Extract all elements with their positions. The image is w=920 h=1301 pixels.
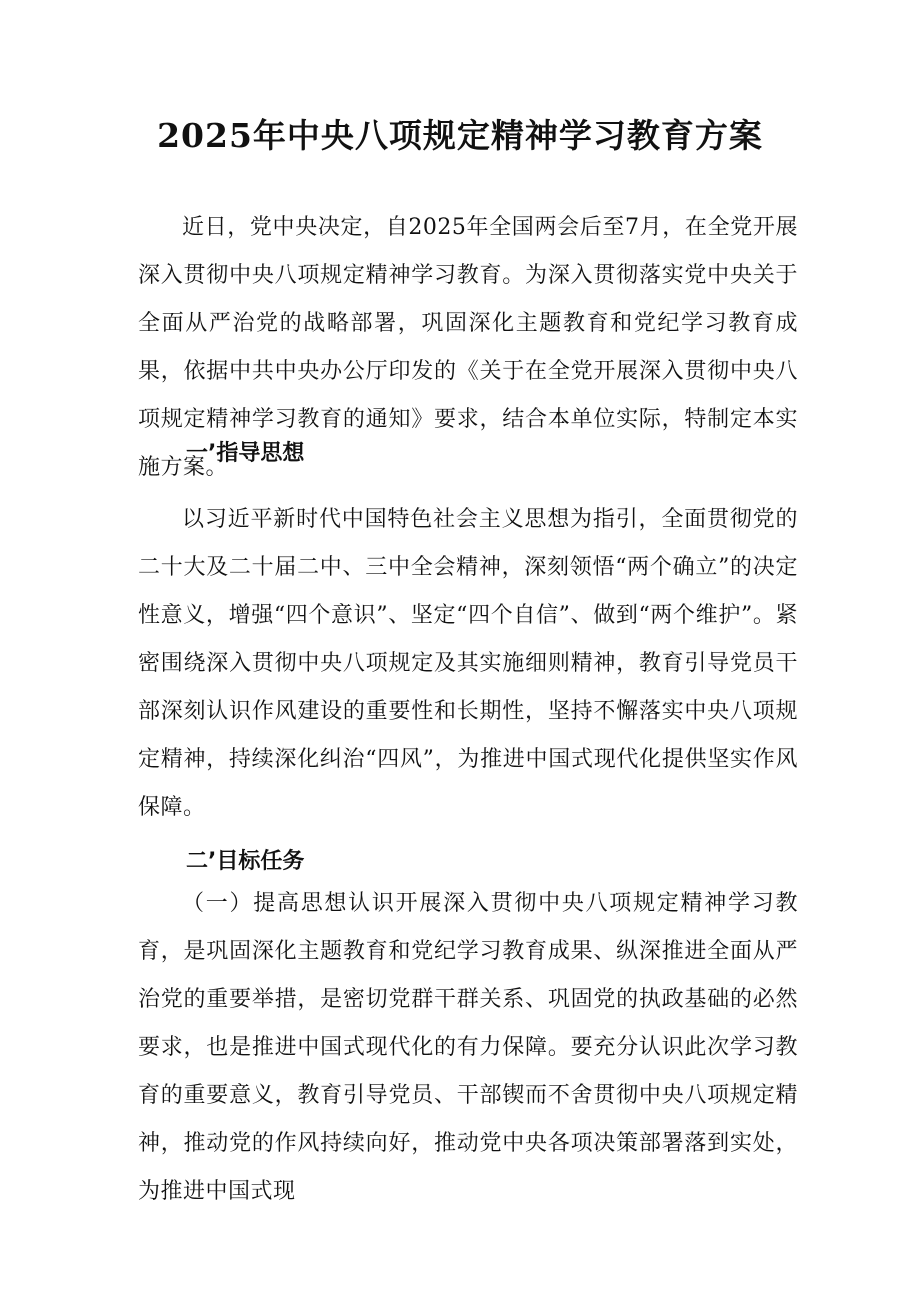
section-heading-goals-tasks: 二’目标任务	[186, 849, 305, 874]
section-heading-guiding-thought: 一’指导思想	[186, 441, 305, 466]
document-title: 2025年中央八项规定精神学习教育方案	[157, 116, 763, 155]
task-one-paragraph: （一）提高思想认识开展深入贯彻中央八项规定精神学习教育，是巩固深化主题教育和党纪学习教育成果、纵深推进全面从严治党的重要举措，是密切党群干群关系、巩固党的执政基础的必然要求，也是推进中国式现代化的有力保障。要充分认识此次学习教育的重要意义，教育引导党员、干部锲而不舍贯彻中央八项规定精神，推动党的作风持续向好，推动党中央各项决策部署落到实处，为推进中国式现	[138, 891, 798, 1204]
intro-paragraph: 近日，党中央决定，自2025年全国两会后至7月，在全党开展深入贯彻中央八项规定精神学习教育。为深入贯彻落实党中央关于全面从严治党的战略部署，巩固深化主题教育和党纪学习教育成果，依据中共中央办公厅印发的《关于在全党开展深入贯彻中央八项规定精神学习教育的通知》要求，结合本单位实际，特制定本实施方案。	[138, 215, 798, 480]
guiding-thought-paragraph: 以习近平新时代中国特色社会主义思想为指引，全面贯彻党的二十大及二十届二中、三中全会精神，深刻领悟“两个确立”的决定性意义，增强“四个意识”、坚定“四个自信”、做到“两个维护”。紧密围绕深入贯彻中央八项规定及其实施细则精神，教育引导党员干部深刻认识作风建设的重要性和长期性，坚持不懈落实中央八项规定精神，持续深化纠治“四风”，为推进中国式现代化提供坚实作风保障。	[138, 507, 798, 820]
